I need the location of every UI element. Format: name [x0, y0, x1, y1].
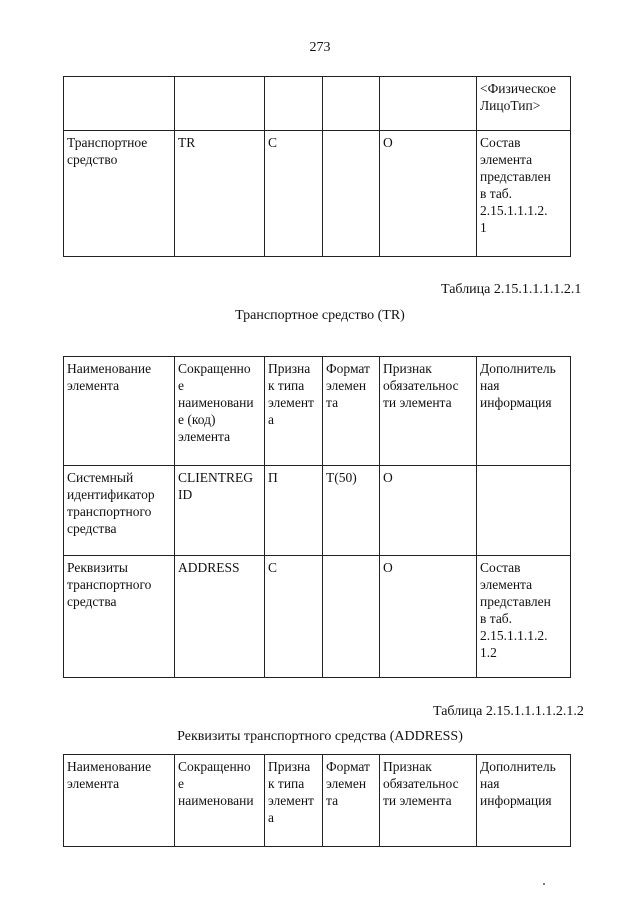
table-cell — [175, 77, 265, 131]
table-cell: Системный идентификатор транспортного средства — [64, 466, 175, 556]
table-cell: ADDRESS — [175, 556, 265, 678]
table-cell: CLIENTREG ID — [175, 466, 265, 556]
table-header-row — [64, 755, 571, 847]
table-cell — [323, 556, 380, 678]
table-row — [64, 77, 571, 131]
table-header-cell: Признак обязательнос ти элемента — [380, 755, 477, 847]
table-cell: С — [265, 556, 323, 678]
table-cell: О — [380, 556, 477, 678]
table-cell — [265, 77, 323, 131]
table-cell: О — [380, 466, 477, 556]
table-cell — [380, 77, 477, 131]
table-cell — [323, 77, 380, 131]
table-cell: T(50) — [323, 466, 380, 556]
table-cell — [477, 466, 571, 556]
continuation-table — [63, 76, 571, 257]
table-cell: О — [380, 131, 477, 257]
table-cell: TR — [175, 131, 265, 257]
table-cell: <Физическое ЛицоТип> — [477, 77, 571, 131]
table-cell: Состав элемента представлен в таб. 2.15.1.1.1.2. 1 — [477, 131, 571, 257]
table-header-cell: Наименование элемента — [64, 755, 175, 847]
table-row — [64, 131, 571, 257]
table-header-cell: Сокращенно е наименовани — [175, 755, 265, 847]
table-cell: Состав элемента представлен в таб. 2.15.1.1.1.2. 1.2 — [477, 556, 571, 678]
table-header-cell: Призна к типа элемент а — [265, 755, 323, 847]
scan-speck — [543, 883, 545, 885]
table-header-cell: Формат элемен та — [323, 357, 380, 466]
table-title: Транспортное средство (TR) — [235, 308, 405, 323]
page-number: 273 — [309, 40, 331, 55]
table-header-cell: Признак обязательнос ти элемента — [380, 357, 477, 466]
table-header-cell: Наименование элемента — [64, 357, 175, 466]
table-cell: С — [265, 131, 323, 257]
table-header-cell: Призна к типа элемент а — [265, 357, 323, 466]
table-number-caption: Таблица 2.15.1.1.1.1.2.1 — [441, 282, 582, 297]
table-cell — [64, 77, 175, 131]
table-cell: Реквизиты транспортного средства — [64, 556, 175, 678]
table-number-caption: Таблица 2.15.1.1.1.1.2.1.2 — [433, 704, 584, 719]
table-title: Реквизиты транспортного средства (ADDRESS) — [177, 729, 463, 744]
table-header-cell: Дополнитель ная информация — [477, 357, 571, 466]
table-row — [64, 556, 571, 678]
address-table — [63, 754, 571, 847]
table-header-cell: Формат элемен та — [323, 755, 380, 847]
table-cell: Транспортное средство — [64, 131, 175, 257]
table-header-cell: Сокращенно е наименовани е (код) элемента — [175, 357, 265, 466]
table-cell: П — [265, 466, 323, 556]
table-cell — [323, 131, 380, 257]
transport-table — [63, 356, 571, 678]
table-row — [64, 466, 571, 556]
table-header-row — [64, 357, 571, 466]
table-header-cell: Дополнитель ная информация — [477, 755, 571, 847]
